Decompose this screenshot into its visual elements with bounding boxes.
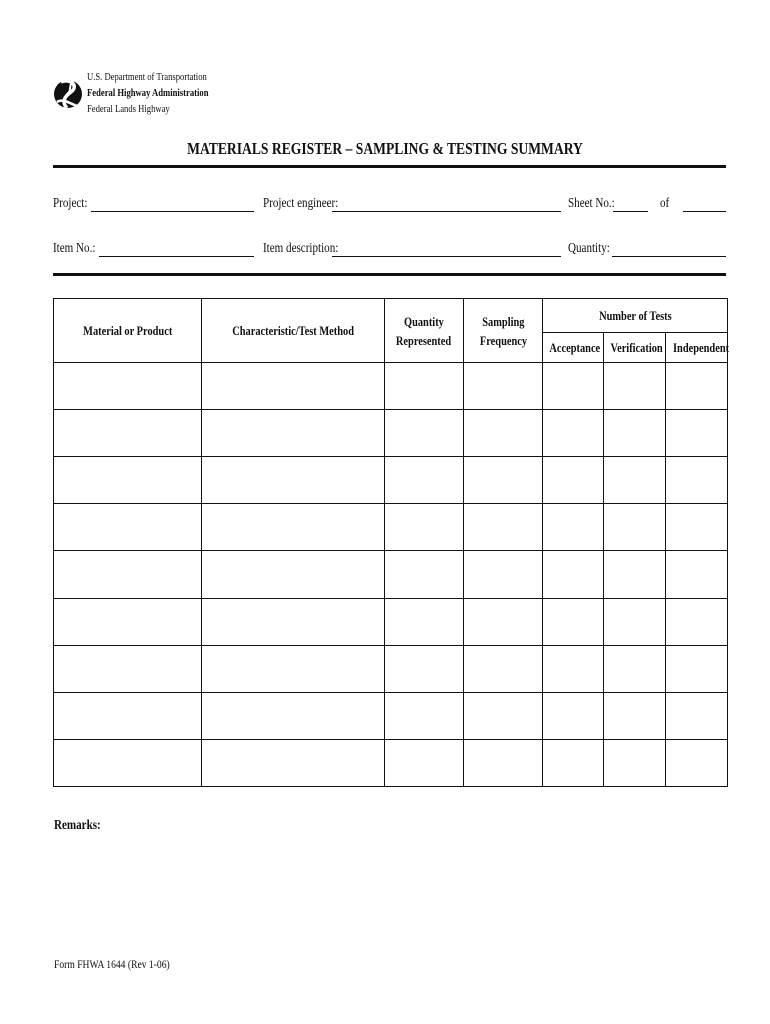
cell-verification[interactable]: [604, 645, 666, 692]
cell-quantity[interactable]: [385, 504, 464, 551]
agency-block: [87, 70, 209, 118]
cell-quantity[interactable]: [385, 363, 464, 410]
project-engineer-field[interactable]: [332, 211, 561, 212]
cell-method[interactable]: [202, 363, 385, 410]
project-engineer-label: Project engineer:: [263, 195, 339, 210]
sheet-of-label: of: [660, 195, 670, 210]
cell-verification[interactable]: [604, 692, 666, 739]
cell-verification[interactable]: [604, 363, 666, 410]
cell-material[interactable]: [54, 504, 202, 551]
cell-acceptance[interactable]: [543, 363, 604, 410]
cell-material[interactable]: [54, 739, 202, 786]
table-row: [54, 363, 728, 410]
item-no-field[interactable]: [99, 256, 254, 257]
header-qty-line2: Represented: [396, 332, 452, 348]
cell-acceptance[interactable]: [543, 645, 604, 692]
header-freq-line1: Sampling: [481, 313, 525, 329]
header-method: [202, 299, 385, 363]
header-material: [54, 299, 202, 363]
cell-quantity[interactable]: [385, 692, 464, 739]
cell-frequency[interactable]: [464, 457, 543, 504]
cell-material[interactable]: [54, 645, 202, 692]
cell-acceptance[interactable]: [543, 551, 604, 598]
table-row: [54, 410, 728, 457]
cell-frequency[interactable]: [464, 504, 543, 551]
cell-acceptance[interactable]: [543, 739, 604, 786]
cell-material[interactable]: [54, 692, 202, 739]
table-row: [54, 504, 728, 551]
table-row: [54, 739, 728, 786]
item-no-label: Item No.:: [53, 240, 96, 255]
cell-verification[interactable]: [604, 551, 666, 598]
header-verification-text: Verification: [610, 340, 663, 355]
cell-frequency[interactable]: [464, 363, 543, 410]
header-acceptance-text: Acceptance: [549, 340, 601, 355]
header-number-of-tests-text: Number of Tests: [598, 308, 672, 323]
header-independent: [666, 333, 728, 363]
header-quantity-represented: [385, 299, 464, 363]
cell-independent[interactable]: [666, 504, 728, 551]
cell-quantity[interactable]: [385, 410, 464, 457]
form-title: MATERIALS REGISTER – SAMPLING & TESTING SUMMARY: [187, 139, 583, 158]
cell-method[interactable]: [202, 645, 385, 692]
agency-division: Federal Lands Highway: [87, 104, 170, 115]
cell-independent[interactable]: [666, 551, 728, 598]
header-freq-line2: Frequency: [479, 332, 527, 348]
cell-material[interactable]: [54, 598, 202, 645]
header-material-text: Material or Product: [82, 323, 173, 338]
sheet-no-field[interactable]: [613, 211, 648, 212]
cell-frequency[interactable]: [464, 598, 543, 645]
header-qty-line1: Quantity: [404, 313, 444, 329]
cell-acceptance[interactable]: [543, 692, 604, 739]
agency-department: U.S. Department of Transportation: [87, 72, 207, 83]
cell-method[interactable]: [202, 692, 385, 739]
cell-quantity[interactable]: [385, 457, 464, 504]
cell-verification[interactable]: [604, 598, 666, 645]
form-number: Form FHWA 1644 (Rev 1-06): [54, 957, 170, 971]
cell-frequency[interactable]: [464, 410, 543, 457]
sheet-total-field[interactable]: [683, 211, 726, 212]
cell-independent[interactable]: [666, 598, 728, 645]
cell-verification[interactable]: [604, 739, 666, 786]
cell-method[interactable]: [202, 504, 385, 551]
cell-independent[interactable]: [666, 457, 728, 504]
cell-quantity[interactable]: [385, 598, 464, 645]
cell-frequency[interactable]: [464, 551, 543, 598]
cell-material[interactable]: [54, 457, 202, 504]
cell-acceptance[interactable]: [543, 598, 604, 645]
header-independent-text: Independent: [673, 340, 730, 355]
fields-bottom-rule: [53, 273, 726, 276]
fhwa-logo-icon: [53, 68, 83, 120]
cell-verification[interactable]: [604, 504, 666, 551]
cell-material[interactable]: [54, 363, 202, 410]
table-row: [54, 551, 728, 598]
cell-independent[interactable]: [666, 645, 728, 692]
cell-independent[interactable]: [666, 363, 728, 410]
project-field[interactable]: [91, 211, 254, 212]
cell-method[interactable]: [202, 410, 385, 457]
cell-quantity[interactable]: [385, 645, 464, 692]
table-row: [54, 692, 728, 739]
remarks-label: Remarks:: [54, 817, 101, 832]
table-row: [54, 645, 728, 692]
cell-method[interactable]: [202, 598, 385, 645]
header-number-of-tests: [543, 299, 728, 333]
item-description-field[interactable]: [332, 256, 561, 257]
header-verification: [604, 333, 666, 363]
cell-material[interactable]: [54, 410, 202, 457]
table-row: [54, 457, 728, 504]
cell-method[interactable]: [202, 551, 385, 598]
table-row: [54, 598, 728, 645]
top-rule: [53, 165, 726, 168]
cell-verification[interactable]: [604, 410, 666, 457]
cell-acceptance[interactable]: [543, 410, 604, 457]
cell-material[interactable]: [54, 551, 202, 598]
quantity-field[interactable]: [612, 256, 726, 257]
cell-frequency[interactable]: [464, 645, 543, 692]
agency-administration: Federal Highway Administration: [87, 88, 209, 99]
cell-quantity[interactable]: [385, 551, 464, 598]
cell-method[interactable]: [202, 457, 385, 504]
header-acceptance: [543, 333, 604, 363]
cell-independent[interactable]: [666, 410, 728, 457]
item-description-label: Item description:: [263, 240, 339, 255]
cell-acceptance[interactable]: [543, 457, 604, 504]
cell-acceptance[interactable]: [543, 504, 604, 551]
project-label: Project:: [53, 195, 88, 210]
cell-verification[interactable]: [604, 457, 666, 504]
quantity-label: Quantity:: [568, 240, 610, 255]
cell-independent[interactable]: [666, 692, 728, 739]
sheet-no-label: Sheet No.:: [568, 195, 615, 210]
header-method-text: Characteristic/Test Method: [232, 323, 354, 338]
cell-frequency[interactable]: [464, 692, 543, 739]
cell-method[interactable]: [202, 739, 385, 786]
cell-quantity[interactable]: [385, 739, 464, 786]
cell-frequency[interactable]: [464, 739, 543, 786]
cell-independent[interactable]: [666, 739, 728, 786]
header-sampling-frequency: [464, 299, 543, 363]
materials-register-table: [53, 298, 728, 787]
